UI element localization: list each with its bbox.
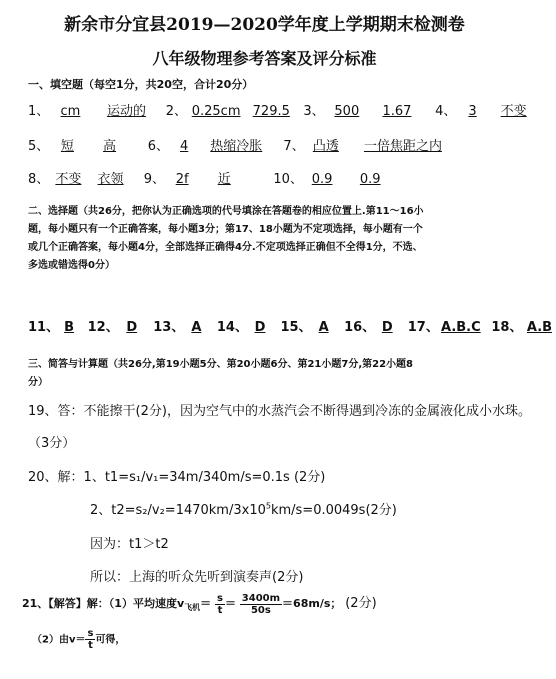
q20-line-1 <box>28 466 325 485</box>
q5-answer-2: 高 <box>103 139 117 154</box>
q21-l2-prefix: （2）由v＝ <box>32 634 86 646</box>
q2-answer-1: 0.25cm <box>191 104 241 119</box>
q2-answer-2: 729.5 <box>252 104 290 119</box>
q21-l2-fraction-top: s <box>87 628 94 639</box>
choice-answers-row <box>28 316 556 335</box>
q21-l2-suffix: 可得， <box>95 634 126 646</box>
fill-row-1 <box>28 100 531 119</box>
q7-number: 7、 <box>283 139 305 154</box>
choice-number: 15、 <box>280 320 312 335</box>
section1-heading: 一、填空题（每空1分，共20空，合计20分） <box>28 78 254 91</box>
q4-answer-2: 不变 <box>500 104 527 119</box>
q9-answer-1: 2f <box>175 172 189 187</box>
choice-answer: B <box>64 320 75 335</box>
q8-number: 8、 <box>28 172 50 187</box>
q21-fraction-1 <box>215 593 225 616</box>
choice-answer: A.B <box>526 320 553 335</box>
q5-number: 5、 <box>28 139 50 154</box>
fill-row-2 <box>28 135 445 154</box>
choice-answer: D <box>381 320 393 335</box>
q21-score: (2分) <box>345 596 377 611</box>
q21-line-2 <box>32 628 125 651</box>
q19-score: （3分） <box>28 436 76 451</box>
choice-number: 13、 <box>153 320 185 335</box>
section3-heading <box>28 356 413 392</box>
q8-answer-2: 衣领 <box>97 172 124 187</box>
choice-number: 18、 <box>491 320 523 335</box>
choice-answer: A <box>318 320 329 335</box>
q21-l2-fraction-bottom: t <box>88 640 93 651</box>
q10-answer-2: 0.9 <box>359 172 381 187</box>
q4-answer-1: 3 <box>468 104 477 119</box>
q1-answer-1: cm <box>60 104 81 119</box>
q6-answer-1: 4 <box>179 139 189 154</box>
q9-answer-2: 近 <box>217 172 231 187</box>
choice-answer: D <box>254 320 266 335</box>
q20-exponent: 5 <box>265 501 271 511</box>
q21-fraction-2 <box>240 593 282 616</box>
choice-number: 14、 <box>216 320 248 335</box>
q20-line-2 <box>90 499 397 518</box>
q21-fraction-1-top: s <box>216 592 223 604</box>
q6-number: 6、 <box>147 139 169 154</box>
q1-answer-2: 运动的 <box>107 104 147 119</box>
q21-subscript: 飞机 <box>184 603 201 613</box>
q20-line-3: 因为：t1＞t2 <box>90 537 169 552</box>
doc-title: 新余市分宜县2019—2020学年度上学期期末检测卷 <box>64 15 465 35</box>
fill-row-3 <box>28 168 385 187</box>
section2-line-4: 多选或错选得0分） <box>28 260 115 271</box>
q21-fraction-2-bottom: 50s <box>250 604 271 616</box>
section3-line-1: 三、简答与计算题（共26分,第19小题5分、第20小题6分、第21小题7分,第22小题8 <box>28 359 414 370</box>
q21-l2-fraction <box>85 628 95 651</box>
q20-label: 20、解：1、 <box>28 470 105 485</box>
q8-answer-1: 不变 <box>55 172 82 187</box>
choice-number: 17、 <box>407 320 439 335</box>
q10-number: 10、 <box>273 172 303 187</box>
choice-number: 11、 <box>28 320 60 335</box>
choice-answer: A <box>191 320 202 335</box>
q20-step-2a: 2、t2=s₂/v₂=1470km/3x10 <box>90 503 266 518</box>
q9-number: 9、 <box>143 172 165 187</box>
q20-step-1: t1=s₁/v₁=34m/340m/s=0.1s (2分) <box>104 470 326 485</box>
choice-answer: D <box>126 320 138 335</box>
q1-number: 1、 <box>28 104 50 119</box>
choice-number: 16、 <box>344 320 376 335</box>
q21-equals: ＝ <box>200 597 212 610</box>
q21-line-1 <box>22 592 377 616</box>
q5-answer-1: 短 <box>60 139 74 154</box>
q2-number: 2、 <box>165 104 187 119</box>
section3-line-2: 分） <box>28 377 48 388</box>
q21-fraction-1-bottom: t <box>217 604 223 616</box>
section2-line-3: 或几个正确答案，每小题4分，全部选择正确得4分.不定项选择正确但不全得1分，不选、 <box>28 242 423 253</box>
section2-line-2: 题，每小题只有一个正确答案，每小题3分；第17、18小题为不定项选择，每小题有一个 <box>28 224 423 235</box>
q19-answer: 19、答：不能擦干(2分)，因为空气中的水蒸汽会不断得遇到冷冻的金属液化成小水珠。 <box>28 404 531 419</box>
doc-subtitle: 八年级物理参考答案及评分标准 <box>152 49 377 68</box>
q7-answer-1: 凸透 <box>312 139 339 154</box>
q3-answer-2: 1.67 <box>382 104 412 119</box>
q3-answer-1: 500 <box>334 104 360 119</box>
q7-answer-2: 一倍焦距之内 <box>363 139 442 154</box>
q4-number: 4、 <box>435 104 457 119</box>
section2-line-1: 二、选择题（共26分，把你认为正确选项的代号填涂在答题卷的相应位置上.第11～16小 <box>28 206 424 217</box>
section2-instructions <box>28 203 424 275</box>
q21-result: ＝68m/s； <box>282 597 342 610</box>
q21-prefix: 21、【解答】解：（1）平均速度v <box>22 597 185 610</box>
q21-fraction-2-top: 3400m <box>241 592 281 604</box>
choice-answer: A.B.C <box>441 320 481 335</box>
q10-answer-1: 0.9 <box>311 172 333 187</box>
q3-number: 3、 <box>303 104 325 119</box>
q21-equals-2: ＝ <box>224 597 236 610</box>
q6-answer-2: 热缩冷胀 <box>210 139 263 154</box>
q20-line-4: 所以：上海的听众先听到演奏声(2分) <box>90 570 304 585</box>
q20-step-2b: km/s=0.0049s(2分) <box>270 503 397 518</box>
choice-number: 12、 <box>87 320 119 335</box>
